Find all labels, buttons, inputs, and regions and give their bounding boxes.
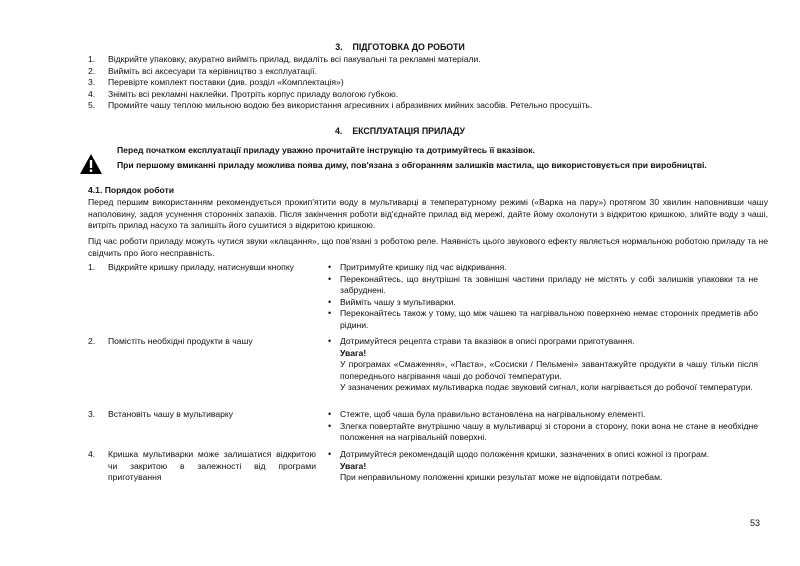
paragraph-first-use: Перед першим використанням рекомендується прокип'ятити воду в мультиварці в температурному режимі («Варка на пару») протягом 30 хвилин наповнивши чашу наполовину, задля усунення сторонніх запахів. Після закінчення роботи від'єднайте прилад від мережі, дайте йому охолонути з відкритою кришкою, злийте воду з чаші, витріть прилад насухо та залишіть його сушитися з відкритою кришкою.: [88, 197, 768, 231]
bullet-icon: •: [328, 420, 332, 431]
paragraph-relay-sound: Під час роботи приладу можуть чутися звуки «клацання», що пов'язані з роботою реле. Наявність цього звукового ефекту являється нормальною роботою приладу та не свідчить про його несправність.: [88, 236, 768, 258]
bullet-icon: •: [328, 308, 332, 319]
subsection-title: 4.1. Порядок роботи: [88, 185, 175, 195]
bullet-icon: •: [328, 296, 332, 307]
list-item: 5. Промийте чашу теплою мильною водою без використання агресивних і абразивних мийних засобів. Ретельно просушіть.: [88, 100, 593, 111]
step-action: Кришка мультиварки може залишатися відкритою чи закритою в залежності від програми приготування: [108, 449, 316, 483]
section-4-heading: [0, 126, 800, 138]
step-notes: • Дотримуйтеся рецепта страви та вказівок в описі програми приготування. Увага! У програмах «Смаження», «Паста», «Сосиски / Пельмені» завантажуйте продукти в чашу тільки після попереднього нагрівання чаші до робочої температури. У зазначених режимах мультиварка подає звуковий сигнал, коли нагрівається до робочої температури.: [328, 336, 758, 393]
preparation-list: [88, 54, 768, 112]
list-item: 3. Перевірте комплект поставки (див. розділ «Комплектація»): [88, 77, 344, 88]
list-item: 2. Вийміть всі аксесуари та керівництво з експлуатації.: [88, 65, 317, 76]
list-item: 4. Зніміть всі рекламні наклейки. Протріть корпус приладу вологою губкою.: [88, 88, 399, 99]
step-action: Помістіть необхідні продукти в чашу: [108, 336, 253, 346]
step-action: Відкрийте кришку приладу, натиснувши кнопку: [108, 262, 294, 272]
bullet-icon: •: [328, 262, 332, 272]
bullet-icon: •: [328, 449, 332, 459]
bullet-icon: •: [328, 273, 332, 284]
section-4-title: ЕКСПЛУАТАЦІЯ ПРИЛАДУ: [352, 126, 466, 136]
attention-label: Увага!: [340, 460, 367, 471]
step-notes: • Дотримуйтеся рекомендацій щодо положення кришки, зазначених в описі кожної із програм. Увага! При неправильному положенні кришки результат може не відповідати потребам.: [328, 449, 758, 484]
warning-line-2: При першому вмиканні приладу можлива поява диму, пов'язана з обгоранням залишків мастила, що використовується при виробництві.: [117, 159, 707, 170]
manual-page: 3. ПІДГОТОВКА ДО РОБОТИ 1. Відкрийте упаковку, акуратно вийміть прилад, видаліть всі пакувальні та рекламні матеріали. 2. Вийміть всі аксесуари та керівництво з експлуатації. 3. Перевірте комплект поставки (див. розділ «Комплектація») 4. Зніміть всі рекламні наклейки. Протріть корпус приладу вологою губкою. 5. Промийте чашу теплою мильною водою без використання агресивних і абразивних мийних засобів. Ретельно просушіть. 4. ЕКСПЛУАТАЦІЯ ПРИЛАДУ Перед початком експлуатації приладу уважно прочитайте інструкцію та дотримуйтесь її вказівок. При першому вмиканні приладу можлива поява диму, пов'язана з обгоранням залишків мастила, що використовується при виробництві. 4.1. Порядок роботи Перед першим використанням рекомендується прокип'ятити воду в мультиварці в температурному режимі («Варка на пару») протягом 30 хвилин наповнивши чашу наполовину, задля усунення сторонніх запахів. Після закінчення роботи від'єднайте прилад від мережі, дайте йому охолонути з відкритою кришкою, злийте воду з чаші, витріть прилад насухо та залишіть його сушитися з відкритою кришкою. Під час роботи приладу можуть чутися звуки «клацання», що пов'язані з роботою реле. Наявність цього звукового ефекту являється нормальною роботою приладу та не свідчить про його несправність. 1. Відкрийте кришку приладу, натиснувши кнопку • Притримуйте кришку під час відкривання. • Переконайтесь, що внутрішні та зовнішні частини приладу не містять у собі залишків упаковки та не забруднені. • Вийміть чашу з мультиварки. • Переконайтесь також у тому, що між чашею та нагрівальною поверхнею немає сторонніх предметів або рідини. 2. Помістіть необхідні продукти в чашу • Дотримуйтеся рецепта страви та вказівок в описі програми приготування. Увага! У програмах «Смаження», «Паста», «Сосиски / Пельмені» завантажуйте продукти в чашу тільки після попереднього нагрівання чаші до робочої температури. У зазначених режимах мультиварка подає звуковий сигнал, коли нагрівається до робочої температури. 3. Встановіть чашу в мультиварку • Стежте, щоб чаша була правильно встановлена на нагрівальному елементі. • Злегка повертайте внутрішню чашу в мультиварці зі сторони в сторону, поки вона не стане в необхідне положення на нагрівальній поверхні. 4. Кришка мультиварки може залишатися відкритою чи закритою в залежності від програми приготування • Дотримуйтеся рекомендацій щодо положення кришки, зазначених в описі кожної із програм. Увага! При неправильному положенні кришки результат може не відповідати потребам. 53: [0, 0, 800, 566]
attention-label: Увага!: [340, 347, 367, 358]
bullet-icon: •: [328, 336, 332, 346]
step-action: Встановіть чашу в мультиварку: [108, 409, 234, 419]
section-3-number: 3.: [335, 42, 343, 52]
section-4-number: 4.: [334, 126, 343, 136]
bullet-icon: •: [328, 409, 332, 419]
warning-line-1: Перед початком експлуатації приладу уважно прочитайте інструкцію та дотримуйтесь її вказівок.: [117, 145, 535, 155]
page-number: 53: [750, 518, 761, 528]
section-3-heading: [0, 42, 800, 54]
step-notes: • Стежте, щоб чаша була правильно встановлена на нагрівальному елементі. • Злегка повертайте внутрішню чашу в мультиварці зі сторони в сторону, поки вона не стане в необхідне положення на нагрівальній поверхні.: [328, 409, 758, 443]
warning-text: [117, 145, 757, 171]
step-notes: • Притримуйте кришку під час відкривання. • Переконайтесь, що внутрішні та зовнішні частини приладу не містять у собі залишків упаковки та не забруднені. • Вийміть чашу з мультиварки. • Переконайтесь також у тому, що між чашею та нагрівальною поверхнею немає сторонніх предметів або рідини.: [328, 262, 758, 330]
warning-triangle-icon: [79, 153, 103, 175]
list-item: 1. Відкрийте упаковку, акуратно вийміть прилад, видаліть всі пакувальні та рекламні матеріали.: [88, 54, 481, 64]
section-3-title: ПІДГОТОВКА ДО РОБОТИ: [352, 42, 465, 52]
